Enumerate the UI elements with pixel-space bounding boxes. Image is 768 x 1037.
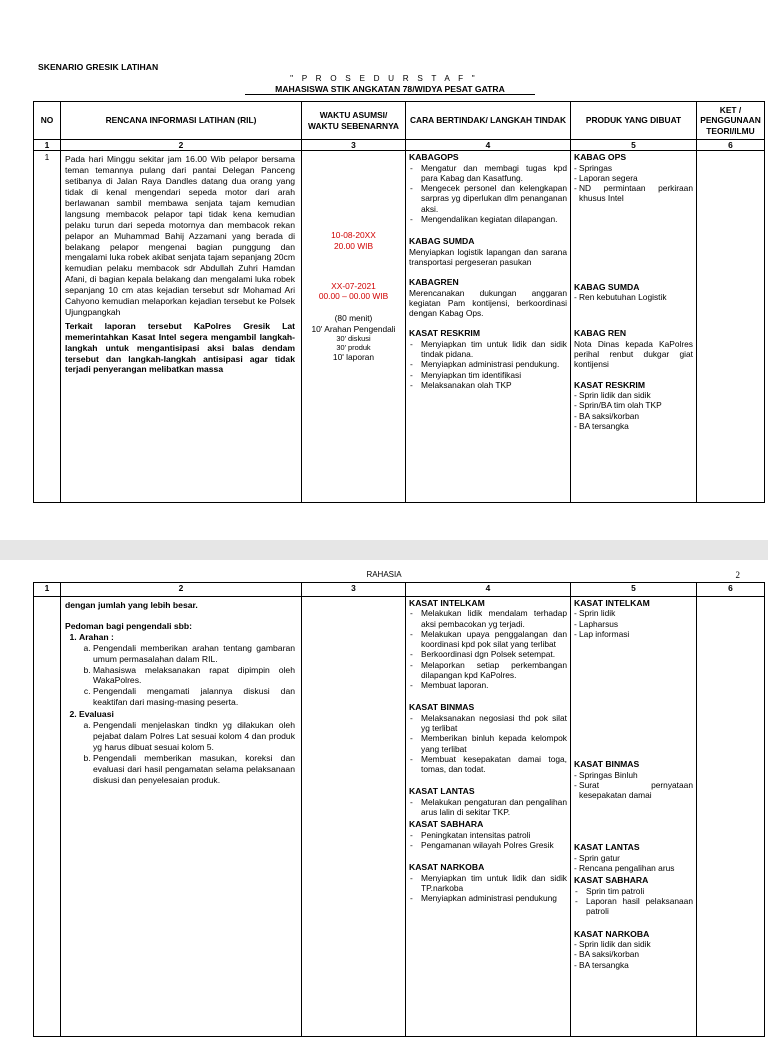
list-item: - Berkoordinasi dgn Polsek setempat.: [409, 649, 567, 659]
action-list: [409, 163, 567, 225]
section-text: Merencanakan dukungan anggaran kegiatan Pam kontijensi, berkoordinasi dengan Kabag Ops.: [409, 287, 567, 319]
list-item: - Mengatur dan membagi tugas kpd para Kabag dan Kasatfung.: [409, 163, 567, 184]
list-item: - Peningkatan intensitas patroli: [409, 830, 567, 840]
product-list: [574, 390, 693, 431]
list-item: - Menyiapkan tim untuk lidik dan sidik TP.narkoba: [409, 873, 567, 894]
document-page-2: [0, 560, 768, 1024]
assumed-date: 10-08-20XX: [331, 230, 376, 241]
header-no: NO: [34, 102, 61, 140]
list-item: - Menyiapkan tim untuk lidik dan sidik tindak pidana.: [409, 339, 567, 360]
ket-cell: [697, 597, 765, 1037]
list-item: - Melakukan upaya penggalangan dan koordinasi kpd pok silat yang terlibat: [409, 629, 567, 650]
list-item: - Lap informasi: [574, 629, 693, 639]
section-heading: KABAG REN: [574, 328, 627, 339]
list-item: a. Pengendali memberikan arahan tentang gambaran umum permasalahan dalam RIL.: [93, 643, 295, 665]
column-number: 6: [697, 583, 765, 597]
list-item: - BA tersangka: [574, 960, 693, 970]
ket-cell: [697, 151, 765, 503]
document-title: SKENARIO GRESIK LATIHAN: [38, 62, 159, 72]
list-item: - Sprin lidik dan sidik: [574, 939, 693, 949]
section-heading: KASAT LANTAS: [409, 786, 475, 797]
guidance-sublist: [79, 643, 295, 708]
header-ril: RENCANA INFORMASI LATIHAN (RIL): [61, 102, 302, 140]
list-item: - Rencana pengalihan arus: [574, 863, 693, 873]
column-number: 5: [571, 140, 697, 151]
time-item: 30' produk: [336, 342, 371, 352]
section-heading: KASAT SABHARA: [409, 819, 484, 830]
ril-continuation: dengan jumlah yang lebih besar.: [65, 600, 198, 610]
section-heading: KASAT INTELKAM: [574, 598, 650, 608]
action-list: [409, 339, 567, 390]
cara-bertindak-cell: [406, 597, 571, 1037]
column-number: 3: [302, 583, 406, 597]
column-number: 3: [302, 140, 406, 151]
guidance-title: Evaluasi: [79, 709, 114, 720]
list-item: - Melakukan pengaturan dan pengalihan arus lalin di sekitar TKP.: [409, 797, 567, 818]
document-subtitle-angkatan: MAHASISWA STIK ANGKATAN 78/WIDYA PESAT GATRA: [245, 84, 535, 95]
time-cell: [302, 151, 406, 503]
classification-label: RAHASIA: [366, 570, 402, 579]
ril-cell: [61, 597, 302, 1037]
list-item: - Melaksanakan negosiasi thd pok silat yg terlibat: [409, 713, 567, 734]
list-item: a. Pengendali menjelaskan tindkn yg dilakukan oleh pejabat dalam Polres Lat sesuai kolom 4 dan produk yg harus dibuat sesuai kolom 5.: [93, 720, 295, 753]
section-heading: KABAG SUMDA: [574, 281, 640, 292]
product-list: [574, 292, 693, 302]
list-item: - BA saksi/korban: [574, 949, 693, 959]
list-item: - Membuat kesepakatan damai toga, tomas, dan todat.: [409, 754, 567, 775]
list-item: - Melaksanakan olah TKP: [409, 380, 567, 390]
section-heading: KABAGREN: [409, 277, 459, 288]
list-item: - Membuat laporan.: [409, 680, 567, 690]
time-item: 10' Arahan Pengendali: [311, 323, 396, 334]
action-list: [409, 830, 567, 851]
list-item: - Laporan segera: [574, 173, 693, 183]
guidance-item: [79, 632, 295, 708]
assumed-time: 20.00 WIB: [333, 240, 374, 251]
list-item: - Springas: [574, 163, 693, 173]
scenario-table-page-1: [33, 101, 765, 503]
list-item: b. Pengendali memberikan masukan, koreksi dan evaluasi dari hasil pengamatan selama pelaksanaan diskusi dan penyelesaian produk.: [93, 753, 295, 786]
action-list: [409, 608, 567, 690]
column-number: 4: [406, 583, 571, 597]
section-heading: KASAT INTELKAM: [409, 598, 485, 608]
column-number: 2: [61, 583, 302, 597]
section-text: Menyiapkan logistik lapangan dan sarana transportasi pergeseran pasukan: [409, 246, 567, 267]
ril-instruction: Terkait laporan tersebut KaPolres Gresik Lat memerintahkan Kasat Intel segera mengambil langkah-langkah untuk mengantisipasi aksi balas dendam tersebut dan langkah-langkah antisipasi agar tidak terjadi penyerangan melibatkan massa: [65, 320, 295, 375]
list-item: - Menyiapkan tim identifikasi: [409, 370, 567, 380]
scenario-table-page-2: [33, 582, 765, 1037]
guidance-item: [79, 709, 295, 785]
header-waktu: WAKTU ASUMSI/ WAKTU SEBENARNYA: [302, 102, 406, 140]
list-item: - Melakukan lidik mendalam terhadap aksi pembacokan yg terjadi.: [409, 608, 567, 629]
header-ket: KET / PENGGUNAAN TEORI/ILMU: [697, 102, 765, 140]
list-item: b. Mahasiswa melaksanakan rapat dipimpin oleh WakaPolres.: [93, 665, 295, 687]
header-produk: PRODUK YANG DIBUAT: [571, 102, 697, 140]
list-item: - Laporan hasil pelaksanaan patroli: [574, 896, 693, 917]
list-item: - Mengecek personel dan kelengkapan sarpras yg diperlukan dlm penanganan aksi.: [409, 183, 567, 214]
column-number: 6: [697, 140, 765, 151]
section-heading: KASAT NARKOBA: [409, 862, 485, 873]
produk-cell: [571, 151, 697, 503]
produk-cell: [571, 597, 697, 1037]
guidance-title: Arahan :: [79, 631, 114, 642]
list-item: - Sprin lidik dan sidik: [574, 390, 693, 400]
column-number: 2: [61, 140, 302, 151]
page-number: 2: [735, 570, 740, 580]
section-heading: KASAT LANTAS: [574, 842, 640, 853]
column-number: 1: [34, 583, 61, 597]
product-list: [574, 939, 693, 970]
section-heading: KASAT BINMAS: [409, 702, 475, 713]
document-subtitle-prosedur: " P R O S E D U R S T A F ": [290, 74, 478, 83]
section-heading: KABAG SUMDA: [409, 236, 475, 247]
row-number: [34, 597, 61, 1037]
product-list: [574, 853, 693, 874]
time-item: 30' diskusi: [336, 333, 371, 343]
guidance-sublist: [79, 720, 295, 785]
list-item: - Sprin tim patroli: [574, 886, 693, 896]
actual-date: XX-07-2021: [331, 280, 376, 291]
guidance-heading: Pedoman bagi pengendali sbb:: [65, 620, 193, 631]
section-text: Nota Dinas kepada KaPolres perihal renbut dukgar giat kontijensi: [574, 338, 693, 370]
section-heading: KASAT RESKRIM: [409, 328, 480, 339]
guidance-list: [65, 632, 295, 786]
time-total: (80 menit): [334, 313, 373, 324]
section-heading: KABAGOPS: [409, 152, 459, 163]
list-item: - Sprin gatur: [574, 853, 693, 863]
action-list: [409, 873, 567, 904]
list-item: - ND permintaan perkiraan khusus Intel: [574, 183, 693, 204]
list-item: - Ren kebutuhan Logistik: [574, 292, 693, 302]
list-item: - Mengendalikan kegiatan dilapangan.: [409, 214, 567, 224]
section-heading: KASAT SABHARA: [574, 875, 649, 886]
list-item: - BA saksi/korban: [574, 411, 693, 421]
product-list: [574, 608, 693, 639]
ril-narrative: Pada hari Minggu sekitar jam 16.00 Wib pelapor bersama teman temannya pulang dari pantai Delegan Panceng setibanya di Jalan Raya Dandles datang dua orang yang tidak di kenal mengendari sepeda motor dari arah berlawanan sambil membawa senjata tajam kemudian langsung membacok pelapor tapi tidak kena kemudian pelaku turun dari sepeda motornya dan membacok rekan pelapor an Muhammad Bahij Azzamani yang berada di belakang pelapor mengenai bagian punggung dan mengalami luka robek akibat senjata tajam sepanjang 20cm kemudian pelaku membacok sdr Abdullah Zuhri Hamdan Afani, di bagian kepala belakang dan mengalami luka robek sepanjang 10 cm atas kejadian tersebut sdr Mohamad Ari Cahyono kemudian melaporkan kejadian tersebut ke Polsek Ujungpangkah: [65, 154, 295, 317]
cara-bertindak-cell: [406, 151, 571, 503]
row-number: 1: [34, 151, 61, 503]
column-number: 5: [571, 583, 697, 597]
product-list: [574, 163, 693, 204]
list-item: - BA tersangka: [574, 421, 693, 431]
section-heading: KASAT RESKRIM: [574, 379, 645, 390]
time-cell: [302, 597, 406, 1037]
list-item: - Memberikan binluh kepada kelompok yang terlibat: [409, 733, 567, 754]
action-list: [409, 713, 567, 775]
ril-cell: [61, 151, 302, 503]
list-item: - Surat pernyataan kesepakatan damai: [574, 780, 693, 801]
actual-time: 00.00 – 00.00 WIB: [318, 291, 389, 301]
list-item: - Sprin/BA tim olah TKP: [574, 400, 693, 410]
list-item: - Menyiapkan administrasi pendukung: [409, 893, 567, 903]
page-separator: [0, 540, 768, 560]
list-item: - Melaporkan setiap perkembangan dilapangan kpd KaPolres.: [409, 660, 567, 681]
column-number: 1: [34, 140, 61, 151]
section-heading: KASAT BINMAS: [574, 759, 640, 770]
product-list: [574, 770, 693, 801]
list-item: - Menyiapkan administrasi pendukung.: [409, 359, 567, 369]
list-item: - Sprin lidik: [574, 608, 693, 618]
header-cara-bertindak: CARA BERTINDAK/ LANGKAH TINDAK: [406, 102, 571, 140]
list-item: - Pengamanan wilayah Polres Gresik: [409, 840, 567, 850]
product-list: [574, 886, 693, 917]
list-item: - Springas Binluh: [574, 770, 693, 780]
list-item: c. Pengendali mengamati jalannya diskusi dan keaktifan dari masing-masing peserta.: [93, 686, 295, 708]
time-item: 10' laporan: [332, 351, 375, 362]
section-heading: KABAG OPS: [574, 152, 627, 163]
list-item: - Lapharsus: [574, 619, 693, 629]
section-heading: KASAT NARKOBA: [574, 928, 650, 939]
action-list: [409, 797, 567, 818]
column-number: 4: [406, 140, 571, 151]
